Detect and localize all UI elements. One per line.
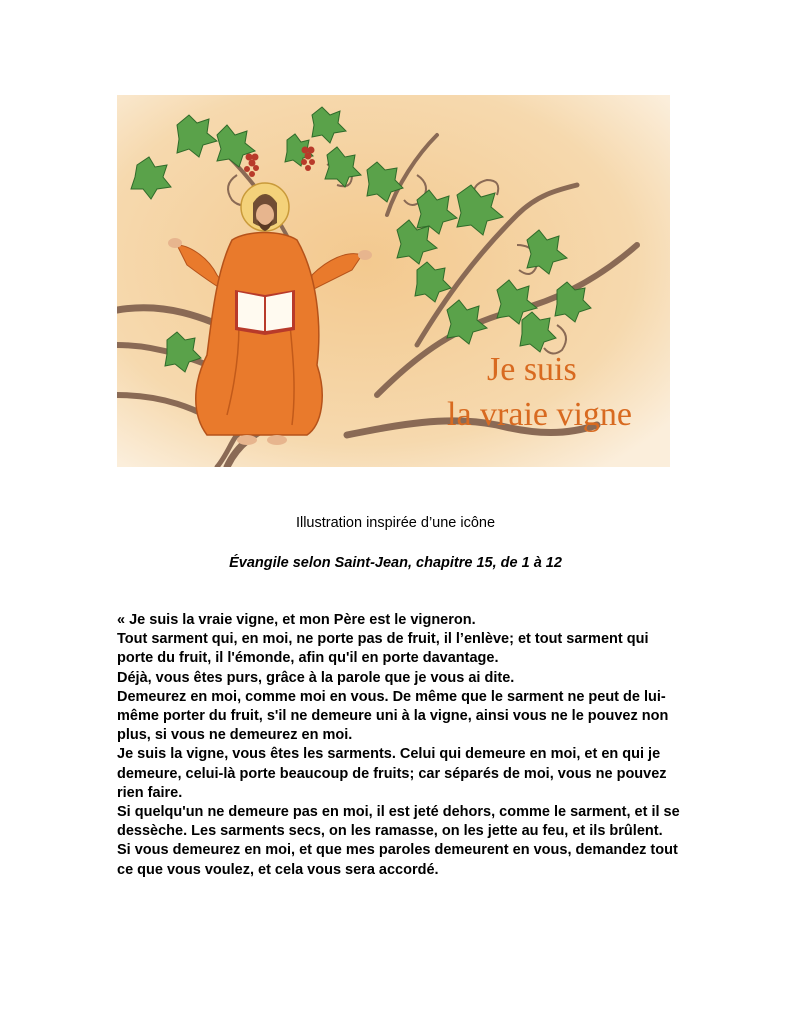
gospel-text (117, 611, 687, 880)
verse-paragraph: Si quelqu'un ne demeure pas en moi, il est jeté dehors, comme le sarment, et il se dessèche. Les sarments secs, on les ramasse, on les jette au feu, et ils brûlent. (117, 804, 680, 840)
illustration-title-line1: Je suis (487, 351, 577, 388)
verse-paragraph: Je suis la vigne, vous êtes les sarments. Celui qui demeure en moi, et en qui je demeure, celui-là porte beaucoup de fruits; car séparés de moi, vous ne pouvez rien faire. (117, 746, 667, 801)
verse-paragraph: « Je suis la vraie vigne, et mon Père est le vigneron. (117, 612, 476, 628)
vine-illustration-svg (117, 95, 670, 467)
verse-paragraph: Demeurez en moi, comme moi en vous. De même que le sarment ne peut de lui-même porter du fruit, s'il ne demeure uni à la vigne, ainsi vous ne le pouvez non plus, si vous ne demeurez en moi. (117, 688, 669, 744)
gospel-reference: Évangile selon Saint-Jean, chapitre 15, de 1 à 12 (229, 555, 562, 571)
vine-illustration (117, 95, 670, 467)
illustration-caption: Illustration inspirée d’une icône (295, 515, 496, 531)
verse-paragraph: Tout sarment qui, en moi, ne porte pas de fruit, il l’enlève; et tout sarment qui porte du fruit, il l'émonde, afin qu'il en porte davantage. (117, 631, 649, 667)
verse-paragraph: Si vous demeurez en moi, et que mes paroles demeurent en vous, demandez tout ce que vous voulez, et cela vous sera accordé. (117, 842, 678, 878)
illustration-title-line2: la vraie vigne (447, 396, 633, 433)
verse-paragraph: Déjà, vous êtes purs, grâce à la parole que je vous ai dite. (117, 669, 515, 686)
open-book (235, 290, 295, 335)
